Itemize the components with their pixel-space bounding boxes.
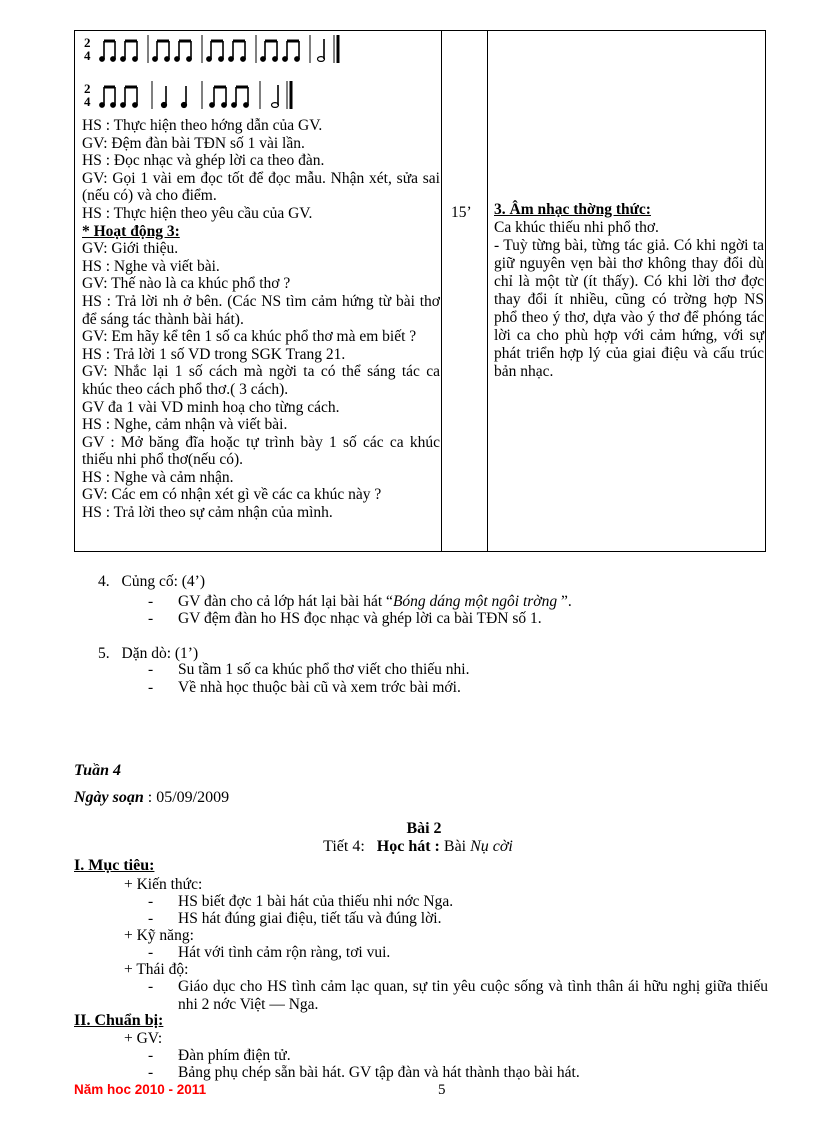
knowledge-item: - HS biết đợc 1 bài hát của thiếu nhi nớc Nga. (148, 893, 454, 910)
section-4-title: 4. Củng cố: (4’) (98, 573, 206, 590)
activity-line: GV: Các em có nhận xét gì về các ca khúc này ? (82, 486, 382, 504)
svg-text:2: 2 (84, 35, 91, 50)
content-heading: 3. Âm nhạc thờng thức: (494, 201, 651, 218)
activity-line: HS : Nghe và viết bài. (82, 257, 220, 275)
activity-line: HS : Trả lời 1 số VD trong SGK Trang 21. (82, 345, 346, 363)
svg-text:4: 4 (84, 94, 91, 109)
activity-line: HS : Thực hiện theo hớng dẫn của GV. (82, 117, 323, 134)
activity-line: HS : Trả lời nh ở bên. (Các NS tìm cảm hứng từ bài thơ để sáng tác thành bài hát). (82, 292, 440, 328)
table-divider (441, 31, 442, 551)
content-paragraph: - Tuỳ từng bài, từng tác giả. Có khi ngời ta giữ nguyên vẹn bài thơ không thay đổi dù chỉ là một từ (ít thấy). Có khi lời thơ đợc thay đổi ít nhiều, cũng có trờng hợp NS phổ theo ý thơ, dựa vào ý thơ để phóng tác lời ca cho phù hợp với cảm hứng, với sự phát triển hợp lý của giai điệu và cấu trúc bản nhạc. (494, 237, 764, 380)
activity-line: GV: Em hãy kể tên 1 số ca khúc phổ thơ mà em biết ? (82, 328, 417, 346)
date-line: Ngày soạn : 05/09/2009 (74, 789, 230, 806)
activity-line: GV: Đệm đàn bài TĐN số 1 vài lần. (82, 134, 305, 152)
duration-cell: 15’ (451, 204, 472, 221)
activity-line: GV: Thế nào là ca khúc phổ thơ ? (82, 275, 291, 293)
page-number: 5 (438, 1082, 446, 1098)
knowledge-label: + Kiến thức: (124, 876, 203, 893)
section-5-item: - Su tầm 1 số ca khúc phổ thơ viết cho thiếu nhi. (148, 661, 470, 678)
activities-column (82, 31, 440, 522)
footer-school-year: Năm hoc 2010 - 2011 (74, 1082, 207, 1097)
attitude-item: - Giáo dục cho HS tình cảm lạc quan, sự tin yêu cuộc sống và tình thân ái hữu nghị giữa thiếu nhi 2 nớc Việt — Nga. (148, 978, 768, 1013)
section-5-title: 5. Dặn dò: (1’) (98, 645, 199, 662)
skills-item: - Hát với tình cảm rộn ràng, tơi vui. (148, 944, 391, 961)
svg-text:2: 2 (84, 81, 91, 96)
svg-text:4: 4 (84, 48, 91, 63)
skills-label: + Kỹ năng: (124, 927, 194, 944)
section-5-item: - Về nhà học thuộc bài cũ và xem trớc bài mới. (148, 679, 461, 696)
activity-heading: * Hoạt động 3: (82, 222, 180, 240)
lesson-title: Bài 2 (406, 820, 442, 837)
preparation-heading: II. Chuẩn bị: (74, 1012, 164, 1029)
section-4-item: - GV đệm đàn ho HS đọc nhạc và ghép lời ca bài TĐN số 1. (148, 610, 542, 627)
activity-line: HS : Trả lời theo sự cảm nhận của mình. (82, 504, 333, 522)
section-4-item: - GV đàn cho cả lớp hát lại bài hát “Bóng dáng một ngôi trờng ”. (148, 593, 572, 610)
preparation-item: - Đàn phím điện tử. (148, 1047, 291, 1064)
lesson-subtitle: Tiết 4: Học hát : Bài Nụ cời (323, 838, 513, 855)
attitude-label: + Thái độ: (124, 961, 189, 978)
activity-line: HS : Thực hiện theo yêu cầu của GV. (82, 204, 313, 222)
table-divider (487, 31, 488, 551)
rhythm-staff-2 (82, 77, 440, 117)
knowledge-item: - HS hát đúng giai điệu, tiết tấu và đúng lời. (148, 910, 442, 927)
preparation-item: - Bảng phụ chép sẵn bài hát. GV tập đàn và hát thành thạo bài hát. (148, 1064, 580, 1081)
activity-line: GV: Giới thiệu. (82, 240, 179, 258)
activity-line: GV đa 1 vài VD minh hoạ cho từng cách. (82, 398, 340, 416)
week-label: Tuần 4 (74, 762, 121, 779)
lesson-table (74, 30, 766, 552)
activity-line: GV: Nhắc lại 1 số cách mà ngời ta có thể sáng tác ca khúc theo cách phổ thơ.( 3 cách). (82, 363, 440, 398)
activity-line: HS : Đọc nhạc và ghép lời ca theo đàn. (82, 152, 325, 170)
objectives-heading: I. Mục tiêu: (74, 857, 155, 874)
activity-line: HS : Nghe và cảm nhận. (82, 468, 234, 486)
content-column (494, 201, 764, 381)
content-line: Ca khúc thiếu nhi phổ thơ. (494, 219, 659, 236)
activity-line: HS : Nghe, cảm nhận và viết bài. (82, 416, 288, 434)
rhythm-staff-1 (82, 31, 440, 71)
gv-label: + GV: (124, 1030, 163, 1047)
activity-line: GV : Mở băng đĩa hoặc tự trình bày 1 số các ca khúc thiếu nhi phổ thơ(nếu có). (82, 433, 440, 469)
activity-line: GV: Gọi 1 vài em đọc tốt để đọc mẫu. Nhận xét, sửa sai (nếu có) và cho điểm. (82, 169, 440, 205)
